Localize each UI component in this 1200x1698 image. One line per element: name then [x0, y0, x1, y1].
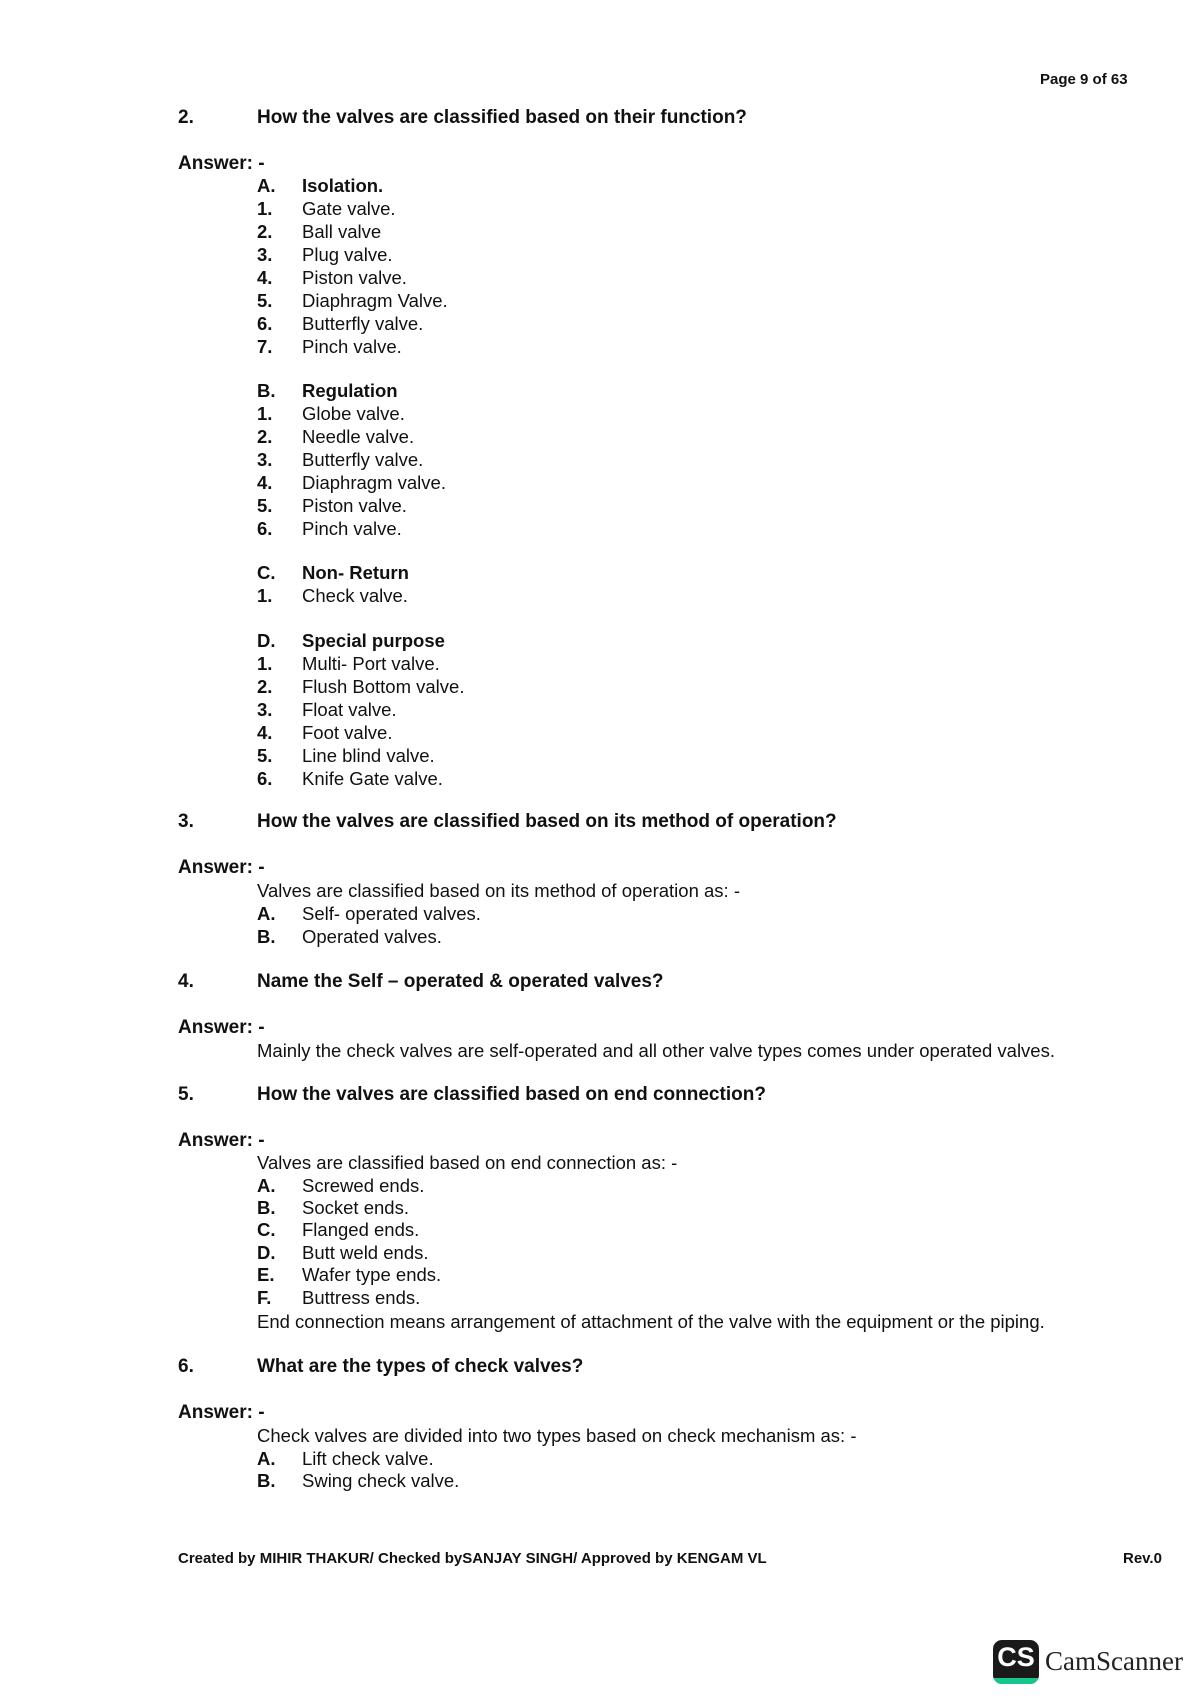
question-text: How the valves are classified based on their function? — [257, 107, 747, 128]
question-number: 6. — [178, 1356, 194, 1377]
question-text: What are the types of check valves? — [257, 1356, 584, 1377]
question-number: 2. — [178, 107, 194, 128]
question-text: How the valves are classified based on its method of operation? — [257, 811, 837, 832]
answer-outro: End connection means arrangement of attachment of the valve with the equipment or the piping. — [257, 1311, 1045, 1332]
answer-text: Mainly the check valves are self-operated and all other valve types comes under operated valves. — [257, 1040, 1055, 1061]
revision-label: Rev.0 — [1123, 1550, 1162, 1567]
question-number: 5. — [178, 1084, 194, 1105]
question-number: 4. — [178, 971, 194, 992]
answer-intro: Check valves are divided into two types based on check mechanism as: - — [257, 1425, 857, 1446]
answer-label: Answer: - — [178, 1017, 265, 1038]
footer-credits: Created by MIHIR THAKUR/ Checked bySANJAY SINGH/ Approved by KENGAM VL — [178, 1550, 767, 1567]
camscanner-wordmark: CamScanner — [1045, 1646, 1183, 1676]
answer-intro: Valves are classified based on end connection as: - — [257, 1152, 678, 1173]
page-number: Page 9 of 63 — [1040, 71, 1128, 88]
answer-label: Answer: - — [178, 153, 265, 174]
question-number: 3. — [178, 811, 194, 832]
question-text: How the valves are classified based on end connection? — [257, 1084, 766, 1105]
answer-label: Answer: - — [178, 857, 265, 878]
question-text: Name the Self – operated & operated valves? — [257, 971, 664, 992]
answer-label: Answer: - — [178, 1130, 265, 1151]
camscanner-logo-icon: CS — [993, 1640, 1039, 1684]
answer-label: Answer: - — [178, 1402, 265, 1423]
answer-intro: Valves are classified based on its method of operation as: - — [257, 880, 740, 901]
